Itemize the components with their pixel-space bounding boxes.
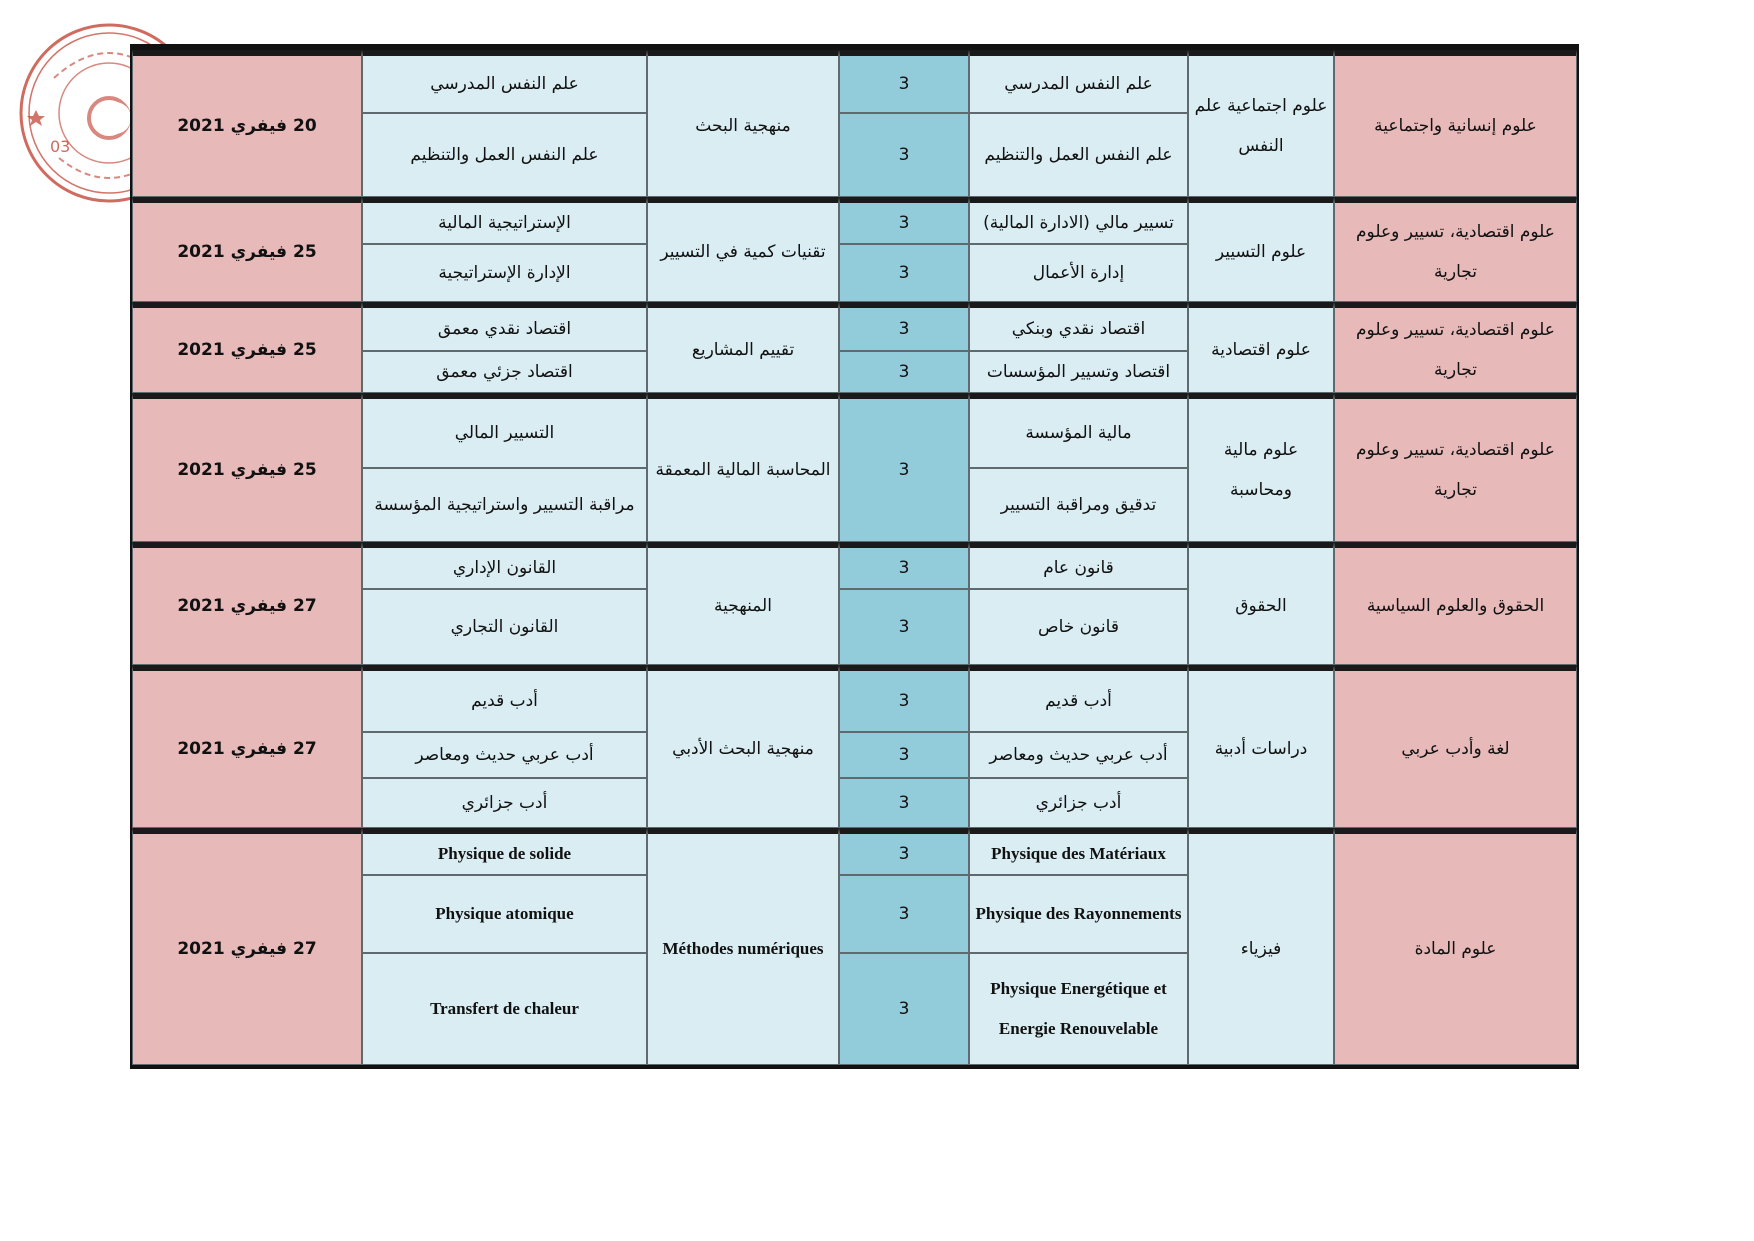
credit-cell: 3 bbox=[839, 828, 969, 875]
exam-subject-cell: علم النفس العمل والتنظيم bbox=[362, 113, 647, 197]
method-cell: تقييم المشاريع bbox=[647, 302, 839, 393]
date-cell: 27 فيفري 2021 bbox=[132, 665, 362, 828]
exam-subject-cell: أدب عربي حديث ومعاصر bbox=[362, 732, 647, 778]
exam-subject-cell: القانون التجاري bbox=[362, 589, 647, 665]
exam-subject-cell: أدب قديم bbox=[362, 665, 647, 732]
field-cell: لغة وأدب عربي bbox=[1334, 665, 1577, 828]
table-row bbox=[132, 197, 1577, 244]
specialty-cell: علم النفس المدرسي bbox=[969, 50, 1188, 113]
exam-subject-cell: اقتصاد نقدي معمق bbox=[362, 302, 647, 351]
table-row bbox=[132, 665, 1577, 732]
branch-cell: دراسات أدبية bbox=[1188, 665, 1334, 828]
date-cell: 25 فيفري 2021 bbox=[132, 393, 362, 542]
credit-cell: 3 bbox=[839, 50, 969, 113]
specialty-cell: علم النفس العمل والتنظيم bbox=[969, 113, 1188, 197]
branch-cell: علوم اجتماعية علم النفس bbox=[1188, 50, 1334, 197]
credit-cell: 3 bbox=[839, 875, 969, 953]
exam-subject-cell: القانون الإداري bbox=[362, 542, 647, 589]
field-cell: علوم المادة bbox=[1334, 828, 1577, 1065]
credit-cell: 3 bbox=[839, 589, 969, 665]
specialty-cell: إدارة الأعمال bbox=[969, 244, 1188, 302]
date-cell: 20 فيفري 2021 bbox=[132, 50, 362, 197]
exam-subject-cell: Transfert de chaleur bbox=[362, 953, 647, 1065]
branch-cell: علوم التسيير bbox=[1188, 197, 1334, 302]
field-cell: علوم اقتصادية، تسيير وعلوم تجارية bbox=[1334, 302, 1577, 393]
specialty-cell: أدب عربي حديث ومعاصر bbox=[969, 732, 1188, 778]
credit-cell: 3 bbox=[839, 542, 969, 589]
exam-subject-cell: التسيير المالي bbox=[362, 393, 647, 468]
specialty-cell: اقتصاد نقدي وبنكي bbox=[969, 302, 1188, 351]
branch-cell: الحقوق bbox=[1188, 542, 1334, 665]
specialty-cell: Physique des Rayonnements bbox=[969, 875, 1188, 953]
credit-cell: 3 bbox=[839, 351, 969, 393]
date-cell: 27 فيفري 2021 bbox=[132, 828, 362, 1065]
credit-cell: 3 bbox=[839, 302, 969, 351]
specialty-cell: Physique des Matériaux bbox=[969, 828, 1188, 875]
table-row bbox=[132, 828, 1577, 875]
seal-number-left: 03 bbox=[50, 137, 71, 156]
exam-subject-cell: علم النفس المدرسي bbox=[362, 50, 647, 113]
method-cell: منهجية البحث الأدبي bbox=[647, 665, 839, 828]
method-cell: المنهجية bbox=[647, 542, 839, 665]
field-cell: علوم إنسانية واجتماعية bbox=[1334, 50, 1577, 197]
specialty-cell: أدب قديم bbox=[969, 665, 1188, 732]
specialty-cell: قانون عام bbox=[969, 542, 1188, 589]
credit-cell: 3 bbox=[839, 113, 969, 197]
field-cell: علوم اقتصادية، تسيير وعلوم تجارية bbox=[1334, 393, 1577, 542]
table-row bbox=[132, 393, 1577, 468]
specialty-cell: تسيير مالي (الادارة المالية) bbox=[969, 197, 1188, 244]
date-cell: 25 فيفري 2021 bbox=[132, 197, 362, 302]
exam-subject-cell: Physique atomique bbox=[362, 875, 647, 953]
method-cell: منهجية البحث bbox=[647, 50, 839, 197]
exam-subject-cell: Physique de solide bbox=[362, 828, 647, 875]
specialty-cell: مالية المؤسسة bbox=[969, 393, 1188, 468]
credit-cell: 3 bbox=[839, 197, 969, 244]
credit-cell: 3 bbox=[839, 393, 969, 542]
specialty-cell: تدقيق ومراقبة التسيير bbox=[969, 468, 1188, 542]
specialty-cell: Physique Energétique et Energie Renouvelable bbox=[969, 953, 1188, 1065]
exam-schedule-table bbox=[130, 44, 1579, 1069]
specialty-cell: اقتصاد وتسيير المؤسسات bbox=[969, 351, 1188, 393]
date-cell: 27 فيفري 2021 bbox=[132, 542, 362, 665]
method-cell: Méthodes numériques bbox=[647, 828, 839, 1065]
credit-cell: 3 bbox=[839, 665, 969, 732]
credit-cell: 3 bbox=[839, 244, 969, 302]
field-cell: علوم اقتصادية، تسيير وعلوم تجارية bbox=[1334, 197, 1577, 302]
table-row bbox=[132, 50, 1577, 113]
specialty-cell: أدب جزائري bbox=[969, 778, 1188, 828]
method-cell: تقنيات كمية في التسيير bbox=[647, 197, 839, 302]
exam-subject-cell: اقتصاد جزئي معمق bbox=[362, 351, 647, 393]
date-cell: 25 فيفري 2021 bbox=[132, 302, 362, 393]
table-row bbox=[132, 302, 1577, 351]
credit-cell: 3 bbox=[839, 778, 969, 828]
credit-cell: 3 bbox=[839, 732, 969, 778]
exam-subject-cell: مراقبة التسيير واستراتيجية المؤسسة bbox=[362, 468, 647, 542]
exam-subject-cell: الإدارة الإستراتيجية bbox=[362, 244, 647, 302]
field-cell: الحقوق والعلوم السياسية bbox=[1334, 542, 1577, 665]
branch-cell: علوم مالية ومحاسبة bbox=[1188, 393, 1334, 542]
exam-subject-cell: الإستراتيجية المالية bbox=[362, 197, 647, 244]
branch-cell: فيزياء bbox=[1188, 828, 1334, 1065]
specialty-cell: قانون خاص bbox=[969, 589, 1188, 665]
table-row bbox=[132, 542, 1577, 589]
exam-subject-cell: أدب جزائري bbox=[362, 778, 647, 828]
schedule-grid bbox=[132, 50, 1577, 1065]
credit-cell: 3 bbox=[839, 953, 969, 1065]
branch-cell: علوم اقتصادية bbox=[1188, 302, 1334, 393]
method-cell: المحاسبة المالية المعمقة bbox=[647, 393, 839, 542]
